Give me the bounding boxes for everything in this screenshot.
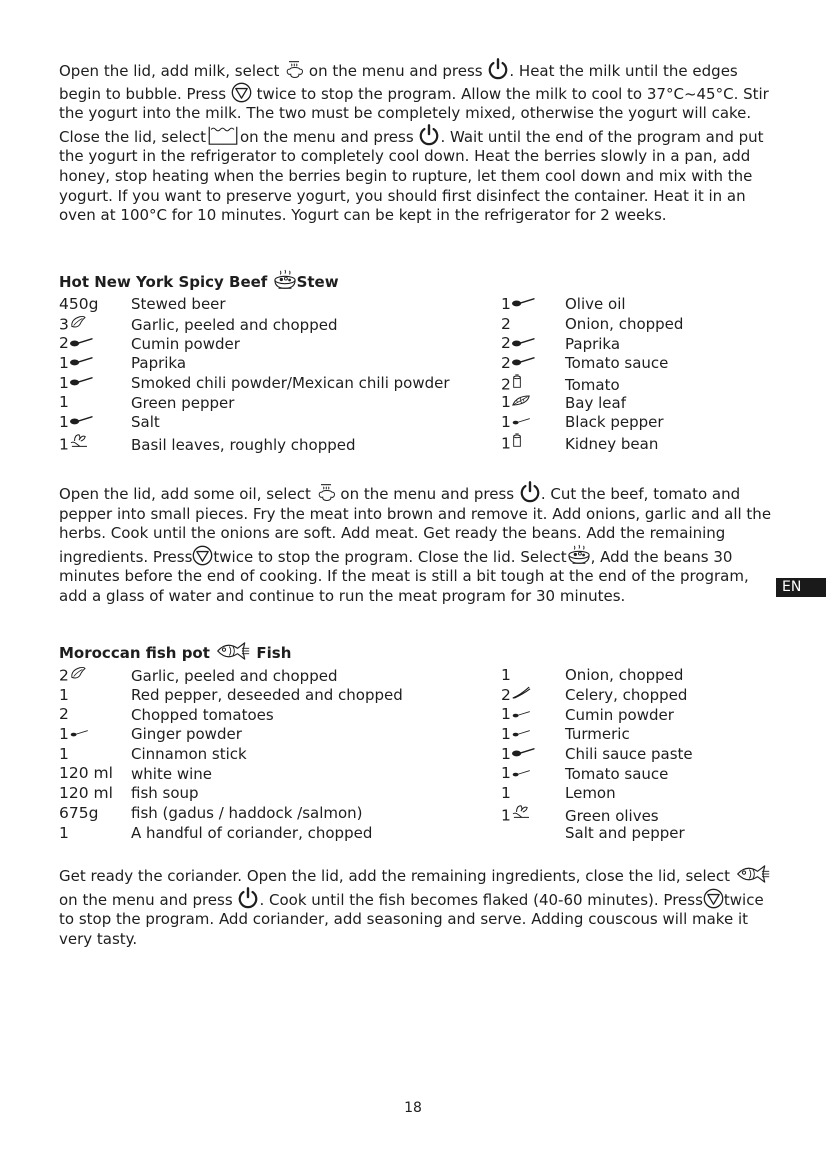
ingredient-name: Kidney bean — [565, 434, 659, 453]
method-text: Get ready the coriander. Open the lid, add the remaining ingredients, close the lid, select — [59, 867, 731, 885]
method-text: . Wait until the end of the program and put the yogurt in the refrigerator to completely cool down. Heat the berries slowly in a pan, add honey, stop heating when the berries begin to rupture, let them cool down and mix with the yogurt. If you want to preserve yogurt, you should first disinfect the container. Heat it in an oven at 100°C for 10 minutes. Yogurt can be kept in the refrigerator for 2 weeks. — [59, 127, 764, 225]
ingredient-quantity: 120 ml — [59, 764, 113, 783]
language-tab: EN — [776, 578, 826, 597]
method-text: on the menu and press — [308, 62, 483, 80]
method-text: twice to stop the program. Allow the milk to cool to 37°C~45°C. Stir the yogurt into the milk. The two must be completely mixed, otherwise the yogurt will cake. Close the lid, select — [59, 84, 769, 146]
ingredient-name: Ginger powder — [131, 725, 242, 744]
stop-button-icon — [703, 888, 724, 909]
tablespoon-icon — [69, 376, 93, 387]
ingredient-row — [59, 334, 450, 354]
power-button-icon — [237, 887, 259, 909]
ingredient-quantity: 1 — [59, 725, 131, 745]
ingredient-name: Celery, chopped — [565, 686, 688, 705]
ingredient-row — [59, 784, 403, 804]
teaspoon-icon — [69, 728, 89, 738]
ingredient-row — [501, 725, 693, 745]
method-text: on the menu and press — [340, 485, 515, 503]
tablespoon-icon — [511, 747, 535, 758]
ingredient-row — [59, 433, 450, 453]
ingredient-name: Cumin powder — [131, 334, 240, 353]
ingredient-row — [59, 295, 450, 315]
fish-program-icon — [735, 863, 771, 885]
can-icon — [511, 374, 523, 389]
ingredient-name: white wine — [131, 764, 212, 783]
power-button-icon — [418, 124, 440, 146]
ingredient-row — [501, 354, 683, 374]
ingredient-name: Olive oil — [565, 295, 626, 314]
ingredient-row — [59, 315, 450, 335]
method-text: twice to stop the program. Add coriander, add seasoning and serve. Adding couscous will make it very tasty. — [59, 890, 764, 948]
power-button-icon — [519, 481, 541, 503]
ingredient-quantity: 2 — [501, 354, 565, 374]
ingredient-name: Lemon — [565, 784, 616, 803]
teaspoon-icon — [511, 768, 531, 778]
ingredient-quantity: 1 — [501, 413, 565, 433]
ingredient-list-left — [59, 295, 450, 453]
ingredient-name: Garlic, peeled and chopped — [131, 667, 338, 685]
stew-method-paragraph — [59, 481, 775, 607]
ingredient-name: Tomato sauce — [565, 764, 669, 783]
ingredient-quantity: 1 — [59, 374, 131, 394]
ingredient-quantity: 1 — [501, 764, 565, 784]
ingredient-name: Salt — [131, 413, 160, 432]
ingredient-name: Tomato sauce — [565, 354, 669, 373]
ingredient-quantity: 1 — [501, 745, 565, 765]
ingredient-quantity: 1 — [59, 433, 131, 456]
yogurt-method-paragraph — [59, 58, 775, 226]
ingredient-row — [59, 824, 403, 844]
ingredient-row — [501, 745, 693, 765]
ingredient-quantity: 1 — [501, 725, 565, 745]
method-text: on the menu and press — [59, 890, 233, 909]
tablespoon-icon — [511, 337, 535, 348]
method-text: . Cut the beef, tomato and pepper into small pieces. Fry the meat into brown and remove it. Add onions, garlic and all the herbs. Cook until the onions are soft. Add meat. Get ready the beans. Add the remaining ingredients. Press — [59, 485, 772, 566]
ingredient-quantity: 1 — [501, 295, 565, 315]
ingredient-quantity: 2 — [59, 705, 69, 724]
ingredient-row — [501, 374, 683, 394]
ingredient-quantity: 1 — [501, 784, 511, 803]
method-text: Open the lid, add milk, select — [59, 62, 280, 80]
ingredient-row — [59, 764, 403, 784]
stew-program-icon — [567, 544, 591, 566]
ingredient-row — [501, 393, 683, 413]
ingredient-row — [501, 433, 683, 453]
ingredient-row — [59, 804, 403, 824]
ingredient-row — [59, 705, 403, 725]
ingredient-name: Bay leaf — [565, 393, 626, 412]
ingredient-quantity: 675g — [59, 803, 99, 822]
ingredient-quantity: 3 — [59, 315, 131, 336]
tablespoon-icon — [69, 356, 93, 367]
power-button-icon — [487, 58, 509, 80]
ingredient-row — [59, 354, 450, 374]
ingredient-quantity: 1 — [59, 823, 69, 842]
ingredient-row — [501, 824, 693, 844]
ingredient-name: Paprika — [565, 334, 621, 353]
stew-program-icon — [273, 269, 297, 291]
ingredient-row — [501, 784, 693, 804]
ingredient-name: Paprika — [131, 354, 187, 373]
teaspoon-icon — [511, 416, 531, 426]
tablespoon-icon — [69, 337, 93, 348]
ingredient-quantity: 1 — [501, 705, 565, 725]
ingredient-name: Basil leaves, roughly chopped — [131, 435, 356, 454]
yogurt-program-icon — [206, 124, 240, 146]
ingredient-quantity: 1 — [501, 804, 565, 827]
tablespoon-icon — [69, 415, 93, 426]
ingredient-quantity: 1 — [59, 744, 69, 763]
celery-icon — [511, 686, 531, 699]
saute-program-icon — [316, 483, 336, 503]
ingredient-quantity: 2 — [501, 334, 565, 354]
ingredient-quantity: 2 — [59, 666, 131, 687]
ingredient-name: Salt and pepper — [565, 823, 685, 842]
ingredient-row — [501, 666, 693, 686]
method-text: Open the lid, add some oil, select — [59, 485, 311, 503]
ingredient-name: fish soup — [131, 784, 199, 803]
ingredient-quantity: 1 — [501, 666, 511, 684]
saute-program-icon — [284, 60, 304, 80]
ingredient-name: Garlic, peeled and chopped — [131, 315, 338, 334]
ingredient-name: Onion, chopped — [565, 666, 684, 685]
ingredient-quantity: 1 — [501, 433, 565, 455]
ingredient-row — [59, 393, 450, 413]
recipe-title: Moroccan fish pot Fish — [59, 640, 291, 663]
ingredient-list-right — [501, 666, 693, 843]
handful-icon — [69, 433, 89, 449]
ingredient-list-right — [501, 295, 683, 453]
ingredient-name: Onion, chopped — [565, 315, 684, 334]
ingredient-name: Chili sauce paste — [565, 745, 693, 764]
ingredient-name: Green olives — [565, 806, 659, 825]
ingredient-quantity: 120 ml — [59, 784, 113, 803]
ingredient-row — [501, 413, 683, 433]
handful-icon — [511, 804, 531, 820]
ingredient-name: Green pepper — [131, 393, 235, 412]
method-text: . Heat the milk until the edges begin to bubble. Press — [59, 62, 738, 103]
ingredient-row — [59, 413, 450, 433]
fish-method-paragraph — [59, 863, 775, 949]
ingredient-name: Red pepper, deseeded and chopped — [131, 686, 403, 705]
ingredient-name: fish (gadus / haddock /salmon) — [131, 804, 363, 823]
ingredient-name: Smoked chili powder/Mexican chili powder — [131, 374, 450, 393]
can-icon — [511, 433, 523, 448]
ingredient-quantity: 1 — [59, 685, 69, 704]
stop-button-icon — [192, 545, 213, 566]
garlic-icon — [69, 315, 87, 329]
ingredient-name: Turmeric — [565, 725, 630, 744]
method-text: on the menu and press — [239, 127, 414, 146]
ingredient-quantity: 2 — [59, 334, 131, 354]
garlic-icon — [69, 666, 87, 680]
ingredient-quantity: 1 — [59, 393, 69, 412]
ingredient-row — [501, 334, 683, 354]
method-text: twice to stop the program. Close the lid. Select — [213, 547, 567, 566]
ingredient-row — [501, 315, 683, 335]
ingredient-name: A handful of coriander, chopped — [131, 823, 373, 842]
ingredient-row — [501, 686, 693, 706]
method-text: , Add the beans 30 minutes before the end of cooking. If the meat is still a bit tough at the end of the program, add a glass of water and continue to run the meat program for 30 minutes. — [59, 547, 749, 605]
teaspoon-icon — [511, 728, 531, 738]
ingredient-name: Cinnamon stick — [131, 745, 247, 764]
ingredient-name: Stewed beer — [131, 295, 226, 314]
fish-program-icon — [215, 640, 251, 662]
tablespoon-icon — [511, 297, 535, 308]
ingredient-quantity: 2 — [501, 374, 565, 396]
ingredient-quantity: 2 — [501, 314, 511, 333]
ingredient-row — [501, 804, 693, 824]
recipe-title: Hot New York Spicy Beef Stew — [59, 269, 339, 292]
teaspoon-icon — [511, 709, 531, 719]
tablespoon-icon — [511, 356, 535, 367]
method-text: . Cook until the fish becomes flaked (40-60 minutes). Press — [259, 890, 703, 909]
ingredient-row — [59, 725, 403, 745]
stop-button-icon — [231, 82, 252, 103]
leaf-icon — [511, 394, 531, 407]
ingredient-row — [501, 295, 683, 315]
ingredient-quantity: 1 — [501, 393, 565, 413]
ingredient-name: Tomato — [565, 375, 620, 394]
ingredient-list-left — [59, 666, 403, 843]
ingredient-row — [59, 666, 403, 686]
ingredient-quantity: 450g — [59, 295, 99, 313]
ingredient-row — [59, 374, 450, 394]
ingredient-name: Cumin powder — [565, 705, 674, 724]
ingredient-name: Black pepper — [565, 413, 664, 432]
ingredient-quantity: 1 — [59, 354, 131, 374]
ingredient-row — [501, 764, 693, 784]
ingredient-row — [59, 745, 403, 765]
ingredient-quantity: 1 — [59, 413, 131, 433]
page-number: 18 — [404, 1100, 422, 1116]
ingredient-row — [59, 686, 403, 706]
ingredient-row — [501, 705, 693, 725]
ingredient-name: Chopped tomatoes — [131, 705, 274, 724]
ingredient-quantity: 2 — [501, 686, 565, 706]
